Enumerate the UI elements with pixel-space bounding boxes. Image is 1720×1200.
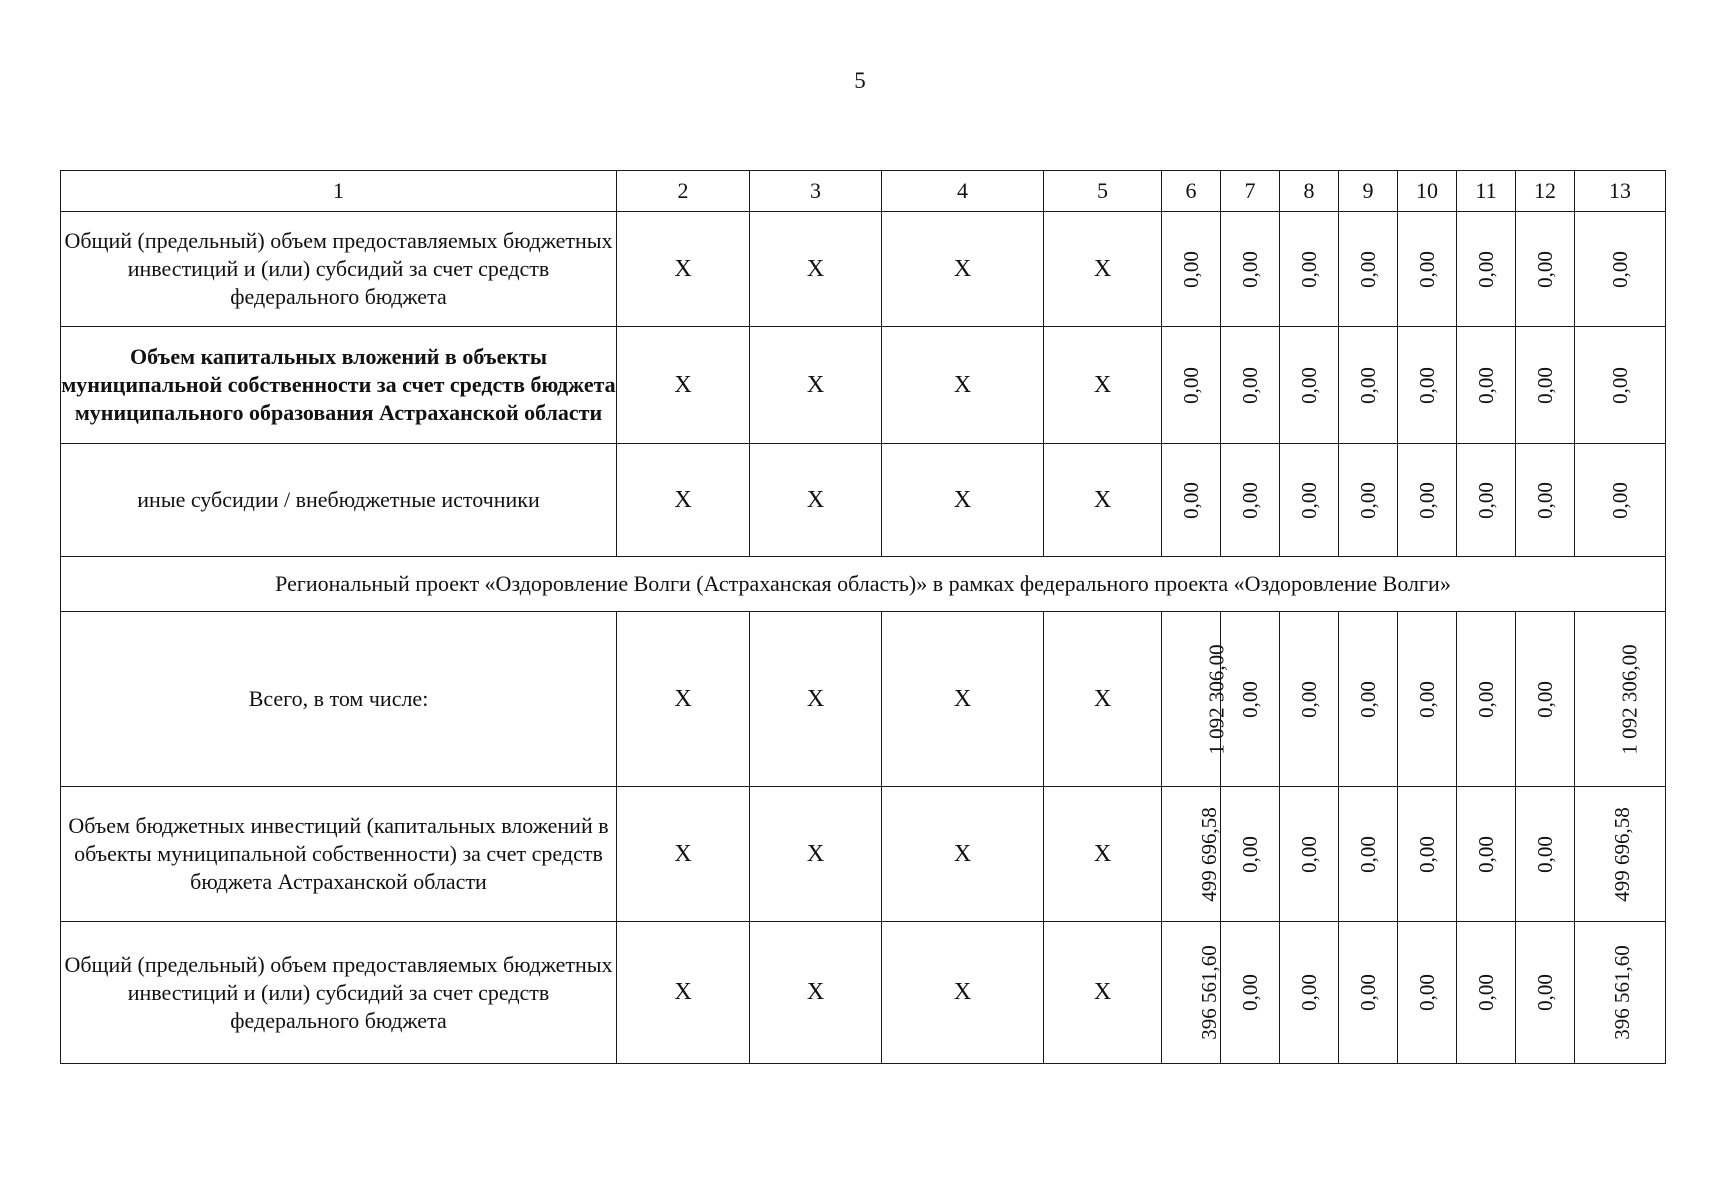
column-header: 5 [1044,171,1162,212]
value-text: 0,00 [1296,250,1321,288]
value-text: 0,00 [1296,481,1321,519]
column-header: 9 [1339,171,1398,212]
column-header: 7 [1221,171,1280,212]
value-text: 0,00 [1473,680,1498,718]
x-cell: X [882,922,1044,1064]
value-cell [1516,922,1575,1064]
value-text: 1 092 306,00 [1617,643,1642,755]
value-text: 0,00 [1237,481,1262,519]
row-label: Общий (предельный) объем предоставляемых бюджетных инвестиций и (или) субсидий за счет средств федерального бюджета [61,922,617,1064]
column-number-row [61,171,1666,212]
value-cell [1398,922,1457,1064]
x-cell: X [750,612,882,787]
value-cell [1280,212,1339,327]
value-cell [1575,212,1666,327]
table-row [61,787,1666,922]
value-cell [1398,612,1457,787]
value-text: 0,00 [1414,680,1439,718]
x-cell: X [750,787,882,922]
value-cell [1457,444,1516,557]
value-text: 499 696,58 [1196,806,1221,902]
value-text: 0,00 [1532,366,1557,404]
x-cell: X [882,612,1044,787]
value-text: 0,00 [1355,250,1380,288]
value-text: 0,00 [1607,250,1632,288]
row-label: Общий (предельный) объем предоставляемых бюджетных инвестиций и (или) субсидий за счет средств федерального бюджета [61,212,617,327]
value-text: 0,00 [1355,835,1380,873]
value-cell [1280,922,1339,1064]
table-row [61,612,1666,787]
value-text: 0,00 [1355,974,1380,1011]
x-cell: X [617,327,750,444]
value-text: 396 561,60 [1609,945,1634,1040]
table-row [61,327,1666,444]
value-cell [1457,922,1516,1064]
value-text: 0,00 [1296,974,1321,1011]
value-cell [1398,787,1457,922]
value-cell [1221,787,1280,922]
value-cell [1457,212,1516,327]
value-text: 0,00 [1414,250,1439,288]
x-cell: X [882,787,1044,922]
value-text: 0,00 [1296,680,1321,718]
x-cell: X [1044,327,1162,444]
value-cell [1221,327,1280,444]
value-text: 0,00 [1414,974,1439,1011]
value-cell [1516,327,1575,444]
x-cell: X [1044,612,1162,787]
value-cell [1221,612,1280,787]
value-text: 0,00 [1473,250,1498,288]
value-cell [1457,327,1516,444]
value-text: 0,00 [1178,366,1203,404]
value-text: 0,00 [1532,835,1557,873]
value-text: 0,00 [1355,680,1380,718]
column-header: 8 [1280,171,1339,212]
value-cell [1457,612,1516,787]
x-cell: X [617,612,750,787]
value-cell [1516,787,1575,922]
value-text: 0,00 [1237,835,1262,873]
project-title-row [61,557,1666,612]
x-cell: X [750,444,882,557]
x-cell: X [882,327,1044,444]
value-cell [1339,922,1398,1064]
value-text: 0,00 [1237,250,1262,288]
value-text: 0,00 [1607,481,1632,519]
value-text: 0,00 [1532,680,1557,718]
column-header: 11 [1457,171,1516,212]
value-cell [1457,787,1516,922]
x-cell: X [750,327,882,444]
value-cell [1221,922,1280,1064]
column-header: 1 [61,171,617,212]
value-cell [1516,612,1575,787]
value-cell [1162,212,1221,327]
value-text: 396 561,60 [1196,945,1221,1040]
value-cell [1162,922,1221,1064]
value-cell [1162,444,1221,557]
value-cell [1516,444,1575,557]
value-cell [1280,787,1339,922]
project-title: Региональный проект «Оздоровление Волги (Астраханская область)» в рамках федерального проекта «Оздоровление Волги» [61,557,1666,612]
x-cell: X [750,212,882,327]
value-cell [1280,444,1339,557]
x-cell: X [617,212,750,327]
value-cell [1398,327,1457,444]
x-cell: X [1044,444,1162,557]
value-cell [1339,444,1398,557]
value-text: 0,00 [1532,974,1557,1011]
value-text: 0,00 [1473,835,1498,873]
table-row [61,212,1666,327]
column-header: 10 [1398,171,1457,212]
value-text: 0,00 [1237,366,1262,404]
value-cell [1575,787,1666,922]
column-header: 4 [882,171,1044,212]
column-header: 12 [1516,171,1575,212]
row-label: Объем бюджетных инвестиций (капитальных вложений в объекты муниципальной собственности) за счет средств бюджета Астраханской области [61,787,617,922]
x-cell: X [1044,922,1162,1064]
value-text: 0,00 [1296,835,1321,873]
value-text: 0,00 [1178,481,1203,519]
value-cell [1575,327,1666,444]
row-label: Всего, в том числе: [61,612,617,787]
value-text: 0,00 [1532,250,1557,288]
value-cell [1398,444,1457,557]
value-cell [1339,212,1398,327]
column-header: 3 [750,171,882,212]
value-text: 0,00 [1237,974,1262,1011]
value-cell [1162,612,1229,787]
value-cell [1398,212,1457,327]
value-cell [1221,212,1280,327]
value-cell [1339,327,1398,444]
page-number: 5 [854,68,866,93]
value-text: 1 092 306,00 [1204,643,1229,755]
x-cell: X [882,212,1044,327]
x-cell: X [750,922,882,1064]
value-text: 0,00 [1414,481,1439,519]
column-header: 2 [617,171,750,212]
row-label: Объем капитальных вложений в объекты муниципальной собственности за счет средств бюджета муниципального образования Астраханской области [61,327,617,444]
value-cell [1339,612,1398,787]
value-cell [1162,327,1221,444]
budget-table [60,170,1666,1064]
x-cell: X [1044,787,1162,922]
value-cell [1339,787,1398,922]
column-header: 13 [1575,171,1666,212]
row-label: иные субсидии / внебюджетные источники [61,444,617,557]
x-cell: X [617,787,750,922]
value-cell [1162,787,1221,922]
value-cell [1221,444,1280,557]
value-text: 0,00 [1355,366,1380,404]
value-text: 0,00 [1473,974,1498,1011]
value-text: 0,00 [1473,366,1498,404]
value-cell [1516,212,1575,327]
value-text: 499 696,58 [1609,806,1634,902]
x-cell: X [617,444,750,557]
value-text: 0,00 [1355,481,1380,519]
table-row [61,922,1666,1064]
value-cell [1575,444,1666,557]
value-text: 0,00 [1178,250,1203,288]
value-text: 0,00 [1296,366,1321,404]
value-text: 0,00 [1414,366,1439,404]
value-cell [1575,922,1666,1064]
value-text: 0,00 [1607,366,1632,404]
x-cell: X [882,444,1044,557]
x-cell: X [617,922,750,1064]
table-row [61,444,1666,557]
value-text: 0,00 [1414,835,1439,873]
value-cell [1575,612,1666,787]
x-cell: X [1044,212,1162,327]
value-cell [1280,327,1339,444]
value-text: 0,00 [1532,481,1557,519]
value-cell [1280,612,1339,787]
column-header: 6 [1162,171,1221,212]
value-text: 0,00 [1473,481,1498,519]
value-text: 0,00 [1237,680,1262,718]
